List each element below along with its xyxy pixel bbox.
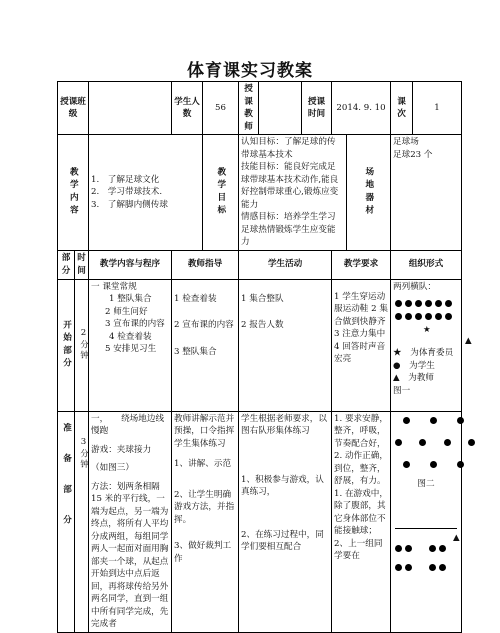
activity-line: 1、积极参与游戏，认真练习， bbox=[241, 474, 324, 497]
legend-line: ● 为学生 bbox=[393, 360, 435, 371]
column-header-row bbox=[58, 250, 462, 279]
prep-time: 3分钟 bbox=[78, 436, 89, 470]
content-line: 4 检查着装 bbox=[109, 331, 152, 342]
prep-activity bbox=[239, 411, 332, 632]
lane-line bbox=[395, 528, 457, 529]
goal-label: 教学目标 bbox=[215, 167, 226, 218]
time-label: 授课时间 bbox=[302, 82, 332, 135]
col-require: 教学要求 bbox=[332, 250, 391, 279]
start-row bbox=[58, 279, 462, 411]
guide-line: 1、讲解、示范 bbox=[174, 459, 232, 469]
venue-line: 足球23 个 bbox=[393, 149, 433, 160]
student-row-2 bbox=[393, 312, 459, 325]
lesson-label: 课次 bbox=[391, 82, 413, 135]
student-row-1 bbox=[393, 299, 459, 312]
start-activity bbox=[239, 279, 332, 411]
content-line: 2 师生问好 bbox=[105, 306, 148, 317]
guide-line: 2、让学生明确游戏方法，并指挥。 bbox=[174, 489, 235, 525]
require-text: 1. 要求安静，整齐，呼吸，节奏配合好，2. 动作正确，到位，整齐，舒展，有力。1. 在游戏中，除了腹部，其它身体部位不能接触球；2、上一组同学要在 bbox=[334, 413, 388, 561]
header-row bbox=[58, 82, 462, 135]
dot-row-3 bbox=[393, 461, 459, 472]
venue-label-cell bbox=[347, 135, 391, 251]
goal-cognitive: 认知目标：了解足球的传带球基本技术 bbox=[241, 137, 336, 160]
content-line: 方法：划两条相隔 15 米的平行线，一端为起点，另一端为终点，将所有人平均分成两组，每组同学两人一起面对面用胸部夹一个球，从起点开始到达中点后返回，再将球传给另外两名同学，直到一组中所有同学完成，先完成者 bbox=[91, 481, 169, 629]
dot-row-5 bbox=[393, 563, 459, 576]
dot-row-4 bbox=[393, 544, 459, 557]
content-item: 3. 了解脚内侧传球 bbox=[91, 199, 168, 210]
dot-row-2 bbox=[393, 438, 459, 451]
prep-row bbox=[58, 411, 462, 632]
start-section-cell bbox=[58, 279, 75, 411]
start-time: 2分钟 bbox=[78, 328, 89, 362]
content-label-cell bbox=[58, 135, 89, 251]
goals bbox=[239, 135, 347, 251]
legend-line: ▲ 为教师 图一 bbox=[393, 373, 469, 396]
content-line: 3 宣布课的内容 bbox=[105, 319, 165, 329]
col-section: 部分 bbox=[58, 250, 75, 279]
prep-org bbox=[391, 411, 462, 632]
teacher-label: 授课教师 bbox=[239, 82, 259, 135]
org-title: 两列横队： bbox=[393, 281, 437, 292]
time-value: 2014. 9. 10 bbox=[332, 82, 391, 135]
content-line: （如图三） bbox=[91, 463, 134, 473]
activity-line: 2、在练习过程中，同学们要相互配合 bbox=[241, 529, 324, 552]
content-line: 一 课堂常规 bbox=[91, 281, 137, 292]
goal-emotion: 情感目标：培养学生学习足球热情锻炼学生应变能力 bbox=[241, 212, 336, 247]
class-value bbox=[89, 82, 172, 135]
content-line: 5 安排见习生 bbox=[105, 344, 157, 354]
prep-section: 准备部分 bbox=[61, 422, 72, 545]
content-label: 教学内容 bbox=[68, 167, 79, 218]
venue-line: 足球场 bbox=[393, 137, 419, 147]
count-value: 56 bbox=[203, 82, 239, 135]
prep-guide bbox=[172, 411, 239, 632]
count-label: 学生人数 bbox=[172, 82, 203, 135]
content-line: 游戏：夹球接力 bbox=[91, 444, 152, 455]
dot-row-1 bbox=[393, 417, 459, 428]
activity-line: 1 集合整队 bbox=[241, 293, 284, 304]
guide-line: 1 检查着装 bbox=[174, 293, 217, 304]
col-content: 教学内容与程序 bbox=[89, 250, 172, 279]
lesson-plan-table bbox=[57, 81, 472, 633]
start-org bbox=[391, 279, 472, 411]
start-content bbox=[89, 279, 172, 411]
teacher-triangle-icon: ▲ bbox=[465, 336, 472, 346]
guide-line: 2 宣布课的内容 bbox=[174, 320, 234, 330]
goal-label-cell bbox=[203, 135, 239, 251]
content-item: 1. 了解足球文化 bbox=[91, 174, 160, 185]
activity-line: 学生根据老师要求，以图右队形集体练习 bbox=[241, 413, 327, 436]
page-title: 体育课实习教案 bbox=[187, 61, 313, 81]
teacher-triangle-icon: ▲ bbox=[453, 533, 460, 543]
venue-label: 场地器材 bbox=[363, 167, 374, 218]
guide-line: 教师讲解示范并预操，口令指挥学生集体练习 bbox=[174, 413, 235, 449]
org-caption: 图二 bbox=[417, 478, 435, 489]
activity-line: 2 报告人数 bbox=[241, 320, 284, 330]
guide-line: 3、做好裁判工作 bbox=[174, 541, 232, 564]
content-items bbox=[89, 135, 203, 251]
content-item: 2. 学习带球技术. bbox=[91, 187, 163, 197]
content-line: 一， 绕场地边线慢跑 bbox=[91, 413, 165, 436]
start-guide bbox=[172, 279, 239, 411]
col-org: 组织形式 bbox=[391, 250, 462, 279]
class-label: 授课班级 bbox=[58, 82, 89, 135]
prep-content bbox=[89, 411, 172, 632]
col-guide: 教师指导 bbox=[172, 250, 239, 279]
prep-section-cell bbox=[58, 411, 75, 632]
col-time: 时间 bbox=[75, 250, 89, 279]
venue bbox=[391, 135, 462, 251]
teacher-value bbox=[259, 82, 302, 135]
start-time-cell bbox=[75, 279, 89, 411]
start-require bbox=[332, 279, 391, 411]
start-section: 开始部分 bbox=[61, 319, 72, 371]
info-row bbox=[58, 135, 462, 251]
monitor-star-icon: ★ bbox=[423, 325, 431, 335]
prep-time-cell bbox=[75, 411, 89, 632]
col-activity: 学生活动 bbox=[239, 250, 332, 279]
content-line: 1 整队集合 bbox=[109, 294, 152, 304]
require-text: 1 学生穿运动服运动鞋 2 集合做到快静齐 3 注意力集中 4 回答时声音宏亮 bbox=[334, 291, 388, 364]
legend-line: ★ 为体育委员 bbox=[393, 348, 454, 358]
goal-skill: 技能目标：能良好完成足球带球基本技术动作,能良好控制带球重心,锻炼应变能力 bbox=[241, 162, 339, 210]
lesson-value: 1 bbox=[413, 82, 462, 135]
prep-require bbox=[332, 411, 391, 632]
guide-line: 3 整队集合 bbox=[174, 346, 217, 357]
